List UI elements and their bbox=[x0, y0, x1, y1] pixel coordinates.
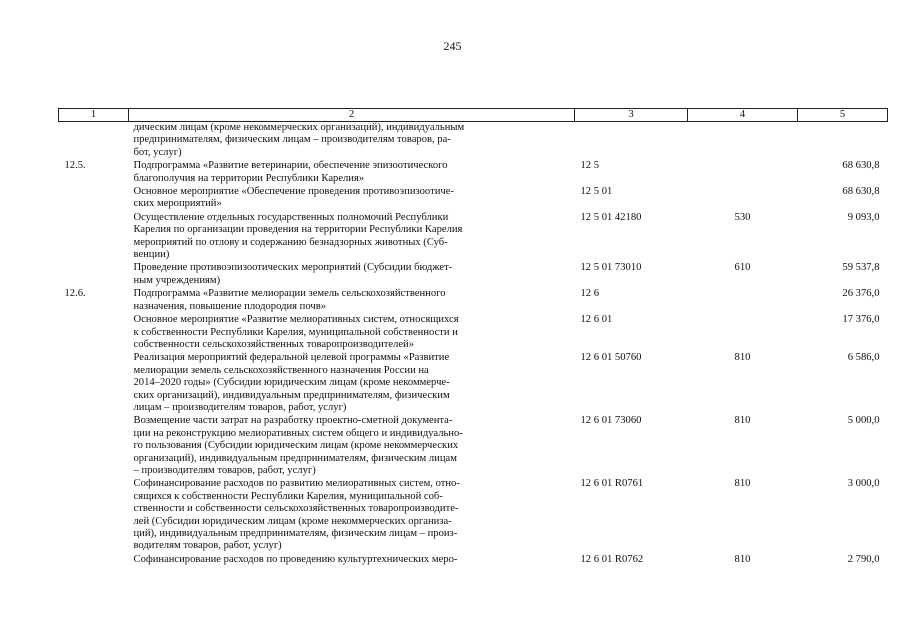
expense-type bbox=[688, 288, 798, 314]
description-line: Подпрограмма «Развитие ветеринарии, обеспечение эпизоотического bbox=[133, 160, 448, 172]
column-header-4: 4 bbox=[688, 109, 798, 122]
row-description bbox=[129, 160, 575, 186]
description-line: венции) bbox=[133, 249, 170, 261]
amount: 3 000,0 bbox=[847, 478, 880, 490]
budget-code: 12 6 01 R0762 bbox=[580, 553, 644, 565]
column-header-5: 5 bbox=[798, 109, 888, 122]
budget-code: 12 6 bbox=[580, 288, 600, 300]
expense-type: 610 bbox=[734, 262, 751, 274]
description-line: 2014–2020 годы» (Субсидии юридическим лицам (кроме некоммерче- bbox=[133, 377, 450, 389]
description-line: – производителям товаров, работ, услуг) bbox=[133, 464, 316, 476]
budget-code: 12 6 01 R0761 bbox=[580, 478, 644, 490]
description-line: Софинансирование расходов по проведению культуртехнических меро- bbox=[133, 553, 458, 565]
row-number bbox=[59, 478, 129, 553]
column-header-3: 3 bbox=[575, 109, 688, 122]
description-line: ным учреждениям) bbox=[133, 274, 221, 286]
row-description bbox=[129, 554, 575, 567]
description-line: благополучия на территории Республики Карелия» bbox=[133, 172, 365, 184]
row-description bbox=[129, 122, 575, 161]
amount: 17 376,0 bbox=[842, 314, 880, 326]
description-line: мероприятий по отлову и содержанию безнадзорных животных (Суб- bbox=[133, 236, 448, 248]
table-row bbox=[59, 314, 888, 352]
description-line: Софинансирование расходов по развитию мелиоративных систем, отно- bbox=[133, 478, 460, 490]
description-line: водителям товаров, работ, услуг) bbox=[133, 540, 282, 552]
amount: 59 537,8 bbox=[842, 262, 880, 274]
expense-type bbox=[688, 160, 798, 186]
expense-type: 810 bbox=[734, 478, 751, 490]
description-line: бот, услуг) bbox=[133, 146, 182, 158]
description-line: лицам – производителям товаров, работ, услуг) bbox=[133, 401, 347, 413]
amount: 26 376,0 bbox=[842, 288, 880, 300]
table-row bbox=[59, 186, 888, 212]
description-line: ских мероприятий» bbox=[133, 198, 222, 210]
row-number bbox=[59, 122, 129, 161]
row-number: 12.5. bbox=[64, 160, 86, 172]
description-line: го пользования (Субсидии юридическим лицам (кроме некоммерческих bbox=[133, 440, 459, 452]
row-number bbox=[59, 212, 129, 263]
budget-code: 12 6 01 73060 bbox=[580, 415, 642, 427]
amount bbox=[798, 122, 888, 161]
page-number: 245 bbox=[443, 39, 462, 53]
amount: 2 790,0 bbox=[847, 553, 880, 565]
row-number bbox=[59, 352, 129, 415]
description-line: ций), индивидуальным предпринимателям, физическим лицам – произ- bbox=[133, 528, 458, 539]
description-line: мелиорации земель сельскохозяйственного назначения России на bbox=[133, 364, 429, 376]
description-line: ских организаций), индивидуальным предпринимателям, физическим bbox=[133, 389, 450, 401]
amount: 5 000,0 bbox=[847, 415, 880, 427]
expense-type: 810 bbox=[734, 352, 751, 364]
description-line: предпринимателям, физическим лицам – производителям товаров, ра- bbox=[133, 134, 451, 146]
column-header-1: 1 bbox=[59, 109, 129, 122]
row-description bbox=[129, 262, 575, 288]
amount: 6 586,0 bbox=[847, 352, 880, 364]
budget-code: 12 6 01 50760 bbox=[580, 352, 642, 364]
budget-code: 12 5 01 73010 bbox=[580, 262, 642, 274]
budget-code: 12 5 bbox=[580, 160, 600, 172]
description-line: дическим лицам (кроме некоммерческих организаций), индивидуальным bbox=[133, 122, 465, 133]
row-description bbox=[129, 212, 575, 263]
description-line: Основное мероприятие «Развитие мелиоративных систем, относящихся bbox=[133, 314, 459, 326]
table-row bbox=[59, 262, 888, 288]
row-description bbox=[129, 288, 575, 314]
row-description bbox=[129, 478, 575, 553]
description-line: Подпрограмма «Развитие мелиорации земель сельскохозяйственного bbox=[133, 288, 446, 300]
description-line: Осуществление отдельных государственных полномочий Республики bbox=[133, 211, 449, 223]
amount: 68 630,8 bbox=[842, 160, 880, 172]
description-line: собственности сельскохозяйственных товаропроизводителей» bbox=[133, 338, 415, 350]
amount: 9 093,0 bbox=[847, 211, 880, 223]
table-header bbox=[59, 109, 888, 122]
table-body bbox=[59, 122, 888, 568]
description-line: организаций), индивидуальным предпринимателям, физическим лицам bbox=[133, 452, 457, 464]
budget-code: 12 6 01 bbox=[580, 314, 613, 326]
budget-table bbox=[58, 108, 888, 567]
row-description bbox=[129, 314, 575, 352]
table-row bbox=[59, 288, 888, 314]
budget-code: 12 5 01 bbox=[580, 186, 613, 198]
expense-type: 810 bbox=[734, 553, 751, 565]
expense-type bbox=[688, 122, 798, 161]
description-line: Карелия по организации проведения на территории Республики Карелия bbox=[133, 224, 463, 236]
row-number bbox=[59, 415, 129, 478]
amount: 68 630,8 bbox=[842, 186, 880, 198]
description-line: лей (Субсидии юридическим лицам (кроме некоммерческих организа- bbox=[133, 515, 452, 527]
budget-code: 12 5 01 42180 bbox=[580, 211, 642, 223]
expense-type: 530 bbox=[734, 211, 751, 223]
description-line: ственности и собственности сельскохозяйственных товаропроизводите- bbox=[133, 503, 459, 515]
expense-type bbox=[688, 314, 798, 352]
row-number bbox=[59, 554, 129, 567]
row-description bbox=[129, 352, 575, 415]
description-line: ции на реконструкцию мелиоративных систем общего и индивидуально- bbox=[133, 427, 463, 439]
header-row bbox=[59, 109, 888, 122]
row-description bbox=[129, 415, 575, 478]
row-number bbox=[59, 314, 129, 352]
table-row bbox=[59, 415, 888, 478]
description-line: Основное мероприятие «Обеспечение проведения противоэпизоотиче- bbox=[133, 186, 454, 198]
row-description bbox=[129, 186, 575, 212]
row-number: 12.6. bbox=[64, 288, 86, 300]
row-number bbox=[59, 262, 129, 288]
table-row bbox=[59, 554, 888, 567]
expense-type: 810 bbox=[734, 415, 751, 427]
description-line: Проведение противоэпизоотических мероприятий (Субсидии бюджет- bbox=[133, 262, 453, 274]
table-row bbox=[59, 122, 888, 161]
table-row bbox=[59, 212, 888, 263]
description-line: назначения, повышение плодородия почв» bbox=[133, 300, 326, 312]
table-row bbox=[59, 160, 888, 186]
expense-type bbox=[688, 186, 798, 212]
description-line: Реализация мероприятий федеральной целевой программы «Развитие bbox=[133, 352, 450, 364]
row-number bbox=[59, 186, 129, 212]
table-row bbox=[59, 352, 888, 415]
description-line: Возмещение части затрат на разработку проектно-сметной документа- bbox=[133, 415, 453, 427]
description-line: к собственности Республики Карелия, муниципальной собственности и bbox=[133, 326, 458, 338]
column-header-2: 2 bbox=[129, 109, 575, 122]
table-row bbox=[59, 478, 888, 553]
description-line: сящихся к собственности Республики Карелия, муниципальной соб- bbox=[133, 490, 443, 502]
budget-code bbox=[575, 122, 688, 161]
